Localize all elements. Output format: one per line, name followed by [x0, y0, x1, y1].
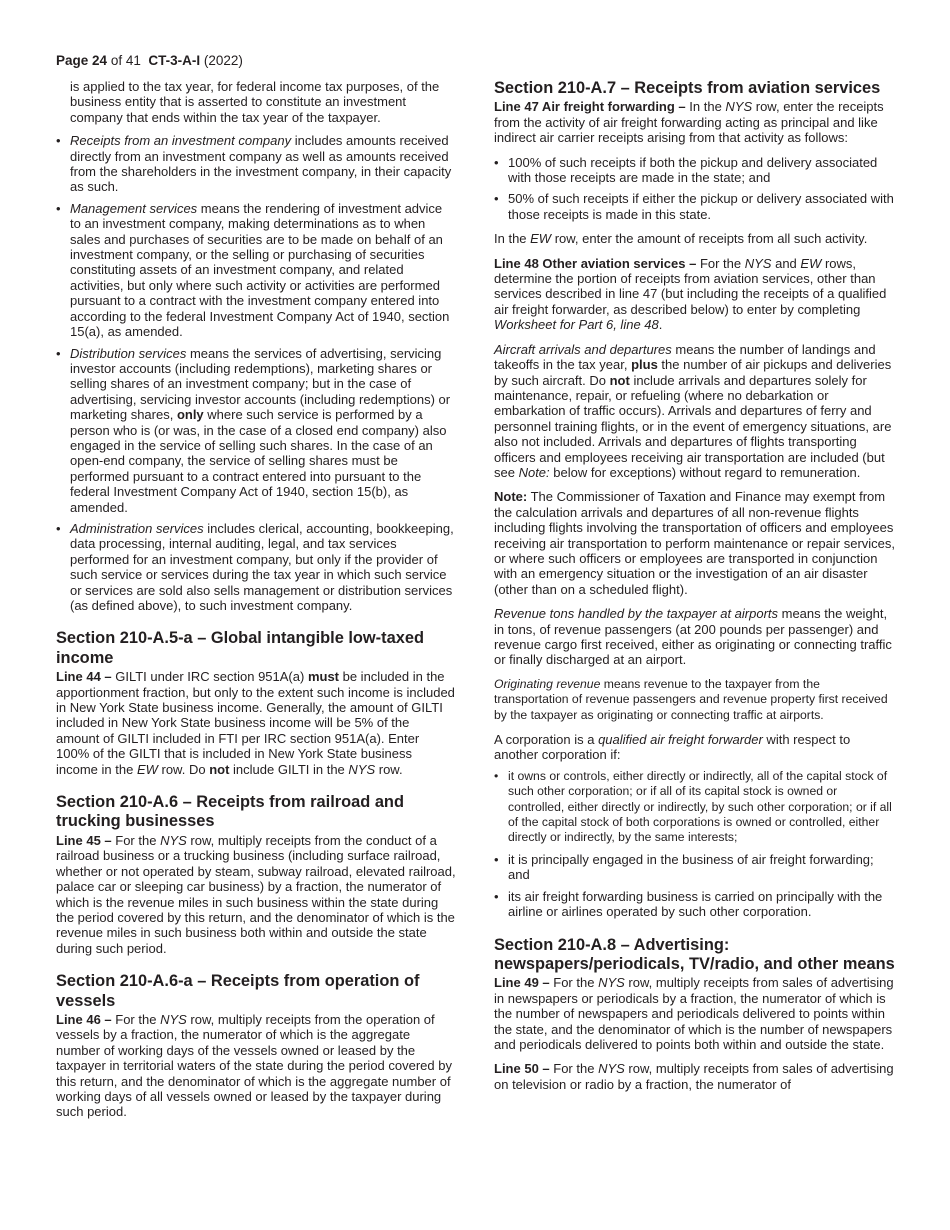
line-47-bullet-50-percent: • 50% of such receipts if either the pickup or delivery associated with those receipts is made in this state. — [494, 191, 896, 222]
page-number: Page 24 — [56, 53, 108, 68]
definition-receipts-investment-company: • Receipts from an investment company includes amounts received directly from an investment company as well as amounts received from the shareholders in the investment company, in their capacity as such. — [56, 133, 456, 195]
left-column — [56, 79, 456, 1129]
qualified-forwarder-intro: A corporation is a qualified air freight forwarder with respect to another corporation if: — [494, 732, 851, 763]
form-year: (2022) — [203, 53, 243, 68]
line-44-instructions: Line 44 – GILTI under IRC section 951A(a) must be included in the apportionment fraction, but only to the extent such income is included in New York State business income. Generally, the amount of GILTI included in New York State business income will be 5% of the amount of GILTI included in FTI per IRC section 951A(a). Enter 100% of the GILTI that is included in New York State business income in the EW row. Do not include GILTI in the NYS row. — [56, 669, 455, 777]
qualified-forwarder-condition-airline: • its air freight forwarding business is carried on principally with the airline or airlines operated by such other corporation. — [494, 889, 896, 920]
qualified-forwarder-condition-ownership: • it owns or controls, either directly or indirectly, all of the capital stock of such other corporation; or if all of its capital stock is owned or controlled, either directly or indirectly, by such other corporation; or if all of the capital stock of both corporations is owned or controlled, either directly or indirectly, by the same interests; — [494, 769, 896, 846]
line-47-ew-row: In the EW row, enter the amount of receipts from all such activity. — [494, 231, 868, 247]
commissioner-note: Note: The Commissioner of Taxation and Finance may exempt from the calculation arrivals and departures of all non-revenue flights including flights involving the transportation of officers and employees receiving air transportation to perform maintenance or repair services, or where such officers or employees are transported in conjunction with an emergency situation or the investigation of an air disaster (other than on a scheduled flight). — [494, 489, 896, 597]
page-total: of 41 — [110, 53, 141, 68]
section-heading-210-a7: Section 210-A.7 – Receipts from aviation services — [494, 79, 881, 97]
qualified-forwarder-condition-business: • it is principally engaged in the business of air freight forwarding; and — [494, 852, 896, 883]
definition-management-services: • Management services means the rendering of investment advice to an investment company, making determinations as to when sales and purchases of securities are to be made on behalf of an investment company, or the selling or purchasing of securities constituting assets of an investment company, and related activities, but only where such activity or activities are performed pursuant to a contract with the investment company entered into according to the federal Investment Company Act of 1940, section 15(a), as amended. — [56, 201, 456, 340]
right-column — [494, 79, 896, 1101]
section-heading-210-a5a: Section 210-A.5-a – Global intangible low-taxed income — [56, 629, 424, 667]
section-heading-210-a8: Section 210-A.8 – Advertising: newspapers/periodicals, TV/radio, and other means — [494, 935, 895, 973]
section-heading-210-a6: Section 210-A.6 – Receipts from railroad and trucking businesses — [56, 793, 404, 831]
definition-originating-revenue: Originating revenue means revenue to the taxpayer from the transportation of revenue passengers and revenue property first received by the taxpayer as originating or connecting traffic at airports. — [494, 676, 888, 722]
definition-aircraft-arrivals-departures: Aircraft arrivals and departures means the number of landings and takeoffs in the tax year, plus the number of air pickups and deliveries by such aircraft. Do not include arrivals and departures solely for maintenance, repair, or refueling (where no debarkation or embarkation of traffic occurs). Arrivals and departures of ferry and personnel training flights, or in the event of emergency situations, are also not included. Arrivals and departures of flights transporting officers and employees receiving air transportation are included (but see Note: below for exceptions) without regard to remuneration. — [494, 341, 892, 480]
definition-revenue-tons: Revenue tons handled by the taxpayer at airports means the weight, in tons, of revenue passengers (at 200 pounds per passenger) and revenue cargo first received, either as originating or connecting traffic or finally discharged at an airport. — [494, 606, 892, 668]
line-45-instructions: Line 45 – For the NYS row, multiply receipts from the conduct of a railroad business or a trucking business (including surface railroad, whether or not operated by steam, subway railroad, elevated railroad, palace car or sleeping car business) by a fraction, the numerator of which is the revenue miles in such business within the state during the period covered by this return, and the denominator of which is the revenue miles in such business both within and outside the state during such period. — [56, 832, 456, 956]
section-heading-210-a6a: Section 210-A.6-a – Receipts from operation of vessels — [56, 972, 420, 1010]
definition-administration-services: • Administration services includes clerical, accounting, bookkeeping, data processing, internal auditing, legal, and tax services performed for an investment company, but only if the provider of such service or services during the tax year in which such service or services are sold also sells management or distribution services (as defined above), to such investment company. — [56, 521, 456, 613]
line-46-instructions: Line 46 – For the NYS row, multiply receipts from the operation of vessels by a fraction, the numerator of which is the aggregate number of working days of the vessels owned or leased by the taxpayer in territorial waters of the state during the period covered by this return, and the denominator of which is the aggregate number of working days of all vessels owned or leased by the taxpayer during such period. — [56, 1011, 452, 1120]
intro-continuation: is applied to the tax year, for federal income tax purposes, of the business entity that is asserted to constitute an investment company that ends within the tax year of the taxpayer. — [70, 79, 440, 125]
line-50-instructions: Line 50 – For the NYS row, multiply receipts from sales of advertising on television or radio by a fraction, the numerator of — [494, 1061, 894, 1092]
line-48-instructions: Line 48 Other aviation services – For the NYS and EW rows, determine the portion of receipts from aviation services, other than services described in line 47 (but including the receipts of a qualified air freight forwarder, as described below) to enter by completing Worksheet for Part 6, line 48. — [494, 255, 887, 333]
page-header — [56, 53, 243, 68]
line-47-instructions: Line 47 Air freight forwarding – In the NYS row, enter the receipts from the activity of air freight forwarding acting as principal and like indirect air carrier receipts arising from that activity as follows: — [494, 99, 884, 146]
line-47-bullet-100-percent: • 100% of such receipts if both the pickup and delivery associated with those receipts are made in the state; and — [494, 155, 896, 186]
form-number: CT-3-A-I — [148, 53, 201, 68]
definition-distribution-services: • Distribution services means the services of advertising, servicing investor accounts (including redemptions), marketing shares or selling shares of an investment company; but in the case of advertising, servicing investor accounts (including redemptions) or marketing shares, only where such service is performed by a person who is (or was, in the case of a closed end company) also engaged in the service of selling such shares. In the case of an open-end company, the service of selling shares must be performed pursuant to a contract entered into pursuant to the federal Investment Company Act of 1940, section 15(b), as amended. — [56, 346, 456, 515]
line-49-instructions: Line 49 – For the NYS row, multiply receipts from sales of advertising in newspapers or periodicals by a fraction, the numerator of which is the number of newspapers and periodicals delivered to points within the state, and the denominator of which is the number of newspapers and periodicals delivered to points both within and outside the state. — [494, 975, 894, 1052]
